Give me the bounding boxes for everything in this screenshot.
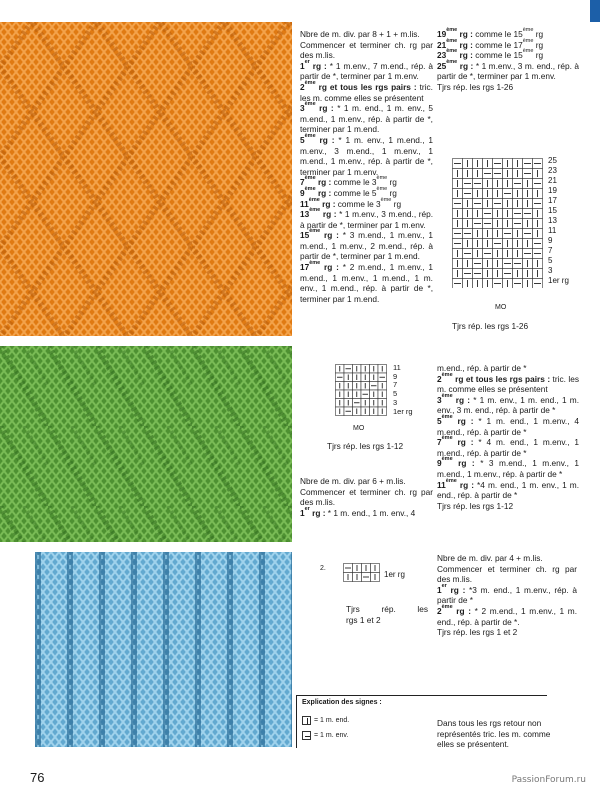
legend-knit-row: [302, 716, 349, 725]
legend-knit-label: = 1 m. end.: [314, 717, 350, 724]
legend-title: Explication des signes :: [302, 699, 382, 706]
green-chart-grid: [335, 364, 389, 416]
blue-knit-swatch-photo: [35, 552, 292, 747]
blue-chart-row-label-2: 2.: [320, 565, 326, 572]
orange-knit-swatch-photo: [0, 22, 292, 336]
legend-purl-row: [302, 731, 348, 740]
green-chart-caption: Tjrs rép. les rgs 1-12: [327, 441, 404, 451]
orange-instructions-left: Nbre de m. div. par 8 + 1 + m.lis. Commencer et terminer ch. rg par des m.lis. 1er rg : * 1 m.env., 7 m.end., rép. à partir de *, terminer par 1 m.env. 2ème rg et tous les rgs pairs : tric. les m. comme elles se présentent 3ème rg : * 1 m. end., 1 m. env., 5 m.end., 1 m.env., rép. à partir de *, terminer par 1 m.end. 5ème rg : * 1 m. env., 1 m.end., 1 m.env., 3 m.end., 1 m.env., 1 m.end., 1 m.env., rép. à partir de *, terminer par 1 m.env. 7ème rg : comme le 3ème rg 9ème rg : comme le 5ème rg 11ème rg : comme le 3ème rg 13ème rg : * 1 m.env., 3 m.end., rép. à partir de *, terminer par 1 m.env. 15ème rg : * 3 m.end., 1 m.env., 1 m.end., 1 m.env., 2 m.end., rép. à partir de *, terminer par 1 m.end. 17ème rg : * 2 m.end., 1 m.env., 1 m.end., 1 m.env., 1 m.end., 1 m. env., 1 m.end., rép. à partir de *, terminer par 1 m.end.: [300, 29, 434, 304]
purl-symbol-icon: [302, 731, 311, 740]
green-chart-mo: MO: [353, 425, 365, 432]
green-instructions-left: Nbre de m. div. par 6 + m.lis. Commencer et terminer ch. rg par des m.lis. 1er rg : * 1 m. end., 1 m. env., 4: [300, 476, 433, 518]
orange-instructions-right: 19ème rg : comme le 15ème rg 21ème rg : comme le 17ème rg 23ème rg : comme le 15ème rg 25ème rg : * 1 m.env., 3 m. end., rép. à partir de *, terminer par 1 m.env. Tjrs rép. les rgs 1-26: [437, 27, 579, 92]
green-stitch-chart: [335, 364, 389, 421]
green-instructions-right: m.end., rép. à partir de * 2ème rg et tous les rgs pairs : tric. les m. comme elles se présentent 3ème rg : * 1 m. env., 1 m. end., 1 m. env., 3 m. end., rép. à partir de * 5ème rg : * 1 m. end., 1 m.env., 4 m.end., rép. à partir de * 7ème rg : * 4 m. end., 1 m.env., 1 m.end., rép. à partir de * 9ème rg : * 3 m.end., 1 m.env., 1 m.end., 1 m.env., rép. à partir de * 11ème rg : *4 m. end., 1 m. env., 1 m. end., rép. à partir de * Tjrs rép. les rgs 1-12: [437, 363, 580, 511]
orange-chart-mo: MO: [495, 304, 507, 311]
orange-chart-grid: [452, 158, 544, 288]
blue-chart-row-label-1: 1er rg: [384, 570, 405, 579]
legend-purl-label: = 1 m. env.: [314, 732, 349, 739]
blue-chart-caption: Tjrs rép. les rgs 1 et 2: [346, 604, 428, 625]
knit-symbol-icon: [302, 716, 311, 725]
watermark: PassionForum.ru: [511, 775, 586, 785]
blue-stitch-chart: [343, 563, 381, 588]
blue-instructions: Nbre de m. div. par 4 + m.lis. Commencer et terminer ch. rg par des m.lis. 1er rg : *3 m. end., 1 m.env., rép. à partir de * 2ème rg : * 2 m.end., 1 m.env., 1 m. end., rép. à partir de *. Tjrs rép. les rgs 1 et 2: [437, 553, 577, 638]
orange-chart-caption: Tjrs rép. les rgs 1-26: [452, 321, 529, 331]
blue-chart-grid: [343, 563, 381, 583]
orange-stitch-chart: [452, 158, 544, 293]
legend-note: Dans tous les rgs retour non représentés tric. les m. comme elles se présentent.: [437, 718, 551, 750]
page-number: 76: [30, 770, 45, 785]
corner-accent: [590, 0, 600, 22]
green-knit-swatch-photo: [0, 346, 292, 542]
green-chart-row-numbers: 11 9 7 5 3 1er rg: [393, 363, 413, 416]
orange-chart-row-numbers: 25 23 21 19 17 15 13 11 9 7 5 3 1er rg: [548, 156, 569, 285]
